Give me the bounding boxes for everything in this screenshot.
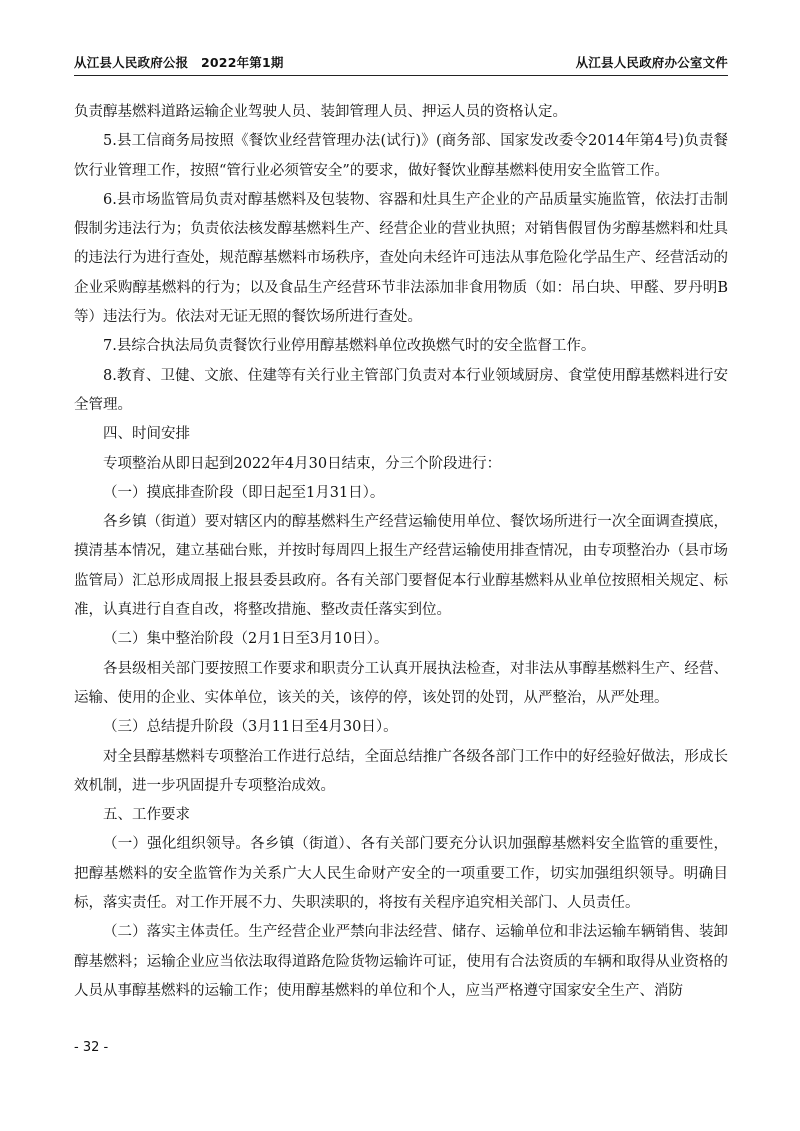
- page-header: [74, 47, 728, 76]
- paragraph-item-6: 6.县市场监管局负责对醇基燃料及包装物、容器和灶具生产企业的产品质量实施监管，依法打击制假制劣违法行为；负责依法核发醇基燃料生产、经营企业的营业执照；对销售假冒伪劣醇基燃料和灶具的违法行为进行查处，规范醇基燃料市场秩序，查处向未经许可违法从事危险化学品生产、经营活动的企业采购醇基燃料的行为；以及食品生产经营环节非法添加非食用物质（如：吊白块、甲醛、罗丹明B等）违法行为。依法对无证无照的餐饮场所进行查处。: [74, 191, 728, 326]
- section-heading-schedule: 四、时间安排: [103, 426, 190, 443]
- paragraph-continuation: 负责醇基燃料道路运输企业驾驶人员、装卸管理人员、押运人员的资格认定。: [74, 104, 567, 120]
- page-number: - 32 -: [74, 1040, 109, 1055]
- bulletin-title: 从江县人民政府公报 2022年第1期: [74, 55, 284, 70]
- paragraph-schedule-intro: 专项整治从即日起到2022年4月30日结束，分三个阶段进行：: [103, 455, 502, 472]
- document-source: 从江县人民政府办公室文件: [575, 55, 728, 70]
- paragraph-item-7: 7.县综合执法局负责餐饮行业停用醇基燃料单位改换燃气时的安全监督工作。: [103, 338, 596, 355]
- paragraph-requirement-2: （二）落实主体责任。生产经营企业严禁向非法经营、储存、运输单位和非法运输车辆销售、装卸醇基燃料；运输企业应当依法取得道路危险货物运输许可证，使用有合法资质的车辆和取得从业资格的人员从事醇基燃料的运输工作；使用醇基燃料的单位和个人，应当严格遵守国家安全生产、消防: [74, 924, 728, 999]
- phase-heading-2: （二）集中整治阶段（2月1日至3月10日）。: [103, 631, 389, 648]
- document-body: [74, 98, 728, 1006]
- paragraph-item-8: 8.教育、卫健、文旅、住建等有关行业主管部门负责对本行业领域厨房、食堂使用醇基燃料进行安全管理。: [74, 367, 728, 413]
- phase-heading-3: （三）总结提升阶段（3月11日至4月30日）。: [103, 719, 398, 736]
- paragraph-phase-2: 各县级相关部门要按照工作要求和职责分工认真开展执法检查，对非法从事醇基燃料生产、经营、运输、使用的企业、实体单位，该关的关，该停的停，该处罚的处罚，从严整治，从严处理。: [74, 660, 728, 706]
- paragraph-requirement-1: （一）强化组织领导。各乡镇（街道）、各有关部门要充分认识加强醇基燃料安全监管的重要性，把醇基燃料的安全监管作为关系广大人民生命财产安全的一项重要工作，切实加强组织领导。明确目标，落实责任。对工作开展不力、失职渎职的，将按有关程序追究相关部门、人员责任。: [74, 836, 728, 912]
- paragraph-phase-3: 对全县醇基燃料专项整治工作进行总结，全面总结推广各级各部门工作中的好经验好做法，形成长效机制，进一步巩固提升专项整治成效。: [74, 748, 728, 794]
- phase-heading-1: （一）摸底排查阶段（即日起至1月31日）。: [103, 484, 385, 501]
- paragraph-item-5: 5.县工信商务局按照《餐饮业经营管理办法(试行)》(商务部、国家发改委令2014年第4号)负责餐饮行业管理工作，按照“管行业必须管安全”的要求，做好餐饮业醇基燃料使用安全监管工作。: [74, 133, 728, 179]
- paragraph-phase-1: 各乡镇（街道）要对辖区内的醇基燃料生产经营运输使用单位、餐饮场所进行一次全面调查摸底，摸清基本情况，建立基础台账，并按时每周四上报生产经营运输使用排查情况，由专项整治办（县市场监管局）汇总形成周报上报县委县政府。各有关部门要督促本行业醇基燃料从业单位按照相关规定、标准，认真进行自查自改，将整改措施、整改责任落实到位。: [74, 514, 728, 619]
- section-heading-requirements: 五、工作要求: [103, 807, 190, 824]
